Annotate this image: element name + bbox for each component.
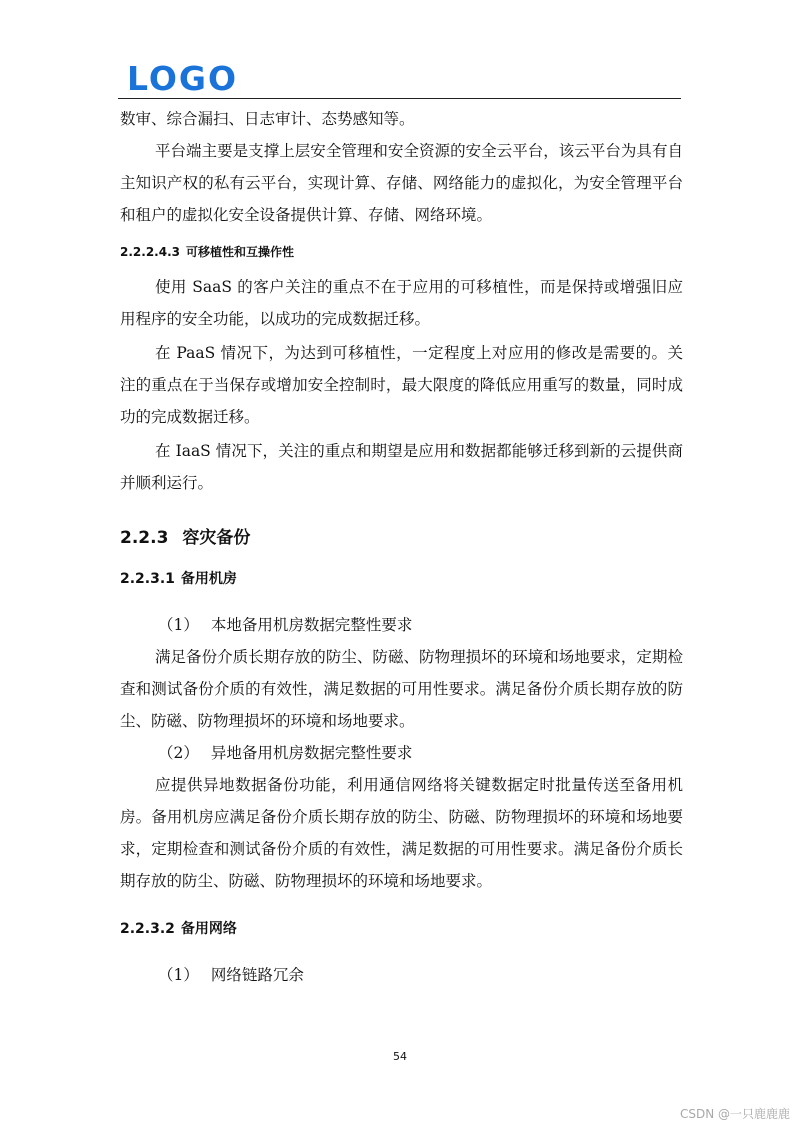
paragraph: 使用 SaaS 的客户关注的重点不在于应用的可移植性，而是保持或增强旧应用程序的安全功能，以成功的完成数据迁移。: [120, 278, 683, 328]
heading-2-2-3-1: [120, 565, 683, 593]
heading-number: 2.2.3: [120, 528, 169, 548]
heading-number: 2.2.3.1: [120, 571, 175, 587]
paragraph: 数审、综合漏扫、日志审计、态势感知等。: [120, 110, 415, 128]
header-divider: [118, 98, 681, 99]
paragraph: 平台端主要是支撑上层安全管理和安全资源的安全云平台，该云平台为具有自主知识产权的私有云平台，实现计算、存储、网络能力的虚拟化，为安全管理平台和租户的虚拟化安全设备提供计算、存储、网络环境。: [120, 142, 683, 224]
list-item-text: 异地备用机房数据完整性要求: [210, 744, 413, 762]
paragraph: 在 PaaS 情况下，为达到可移植性，一定程度上对应用的修改是需要的。关注的重点在于当保存或增加安全控制时，最大限度的降低应用重写的数量，同时成功的完成数据迁移。: [120, 344, 683, 426]
list-item: [120, 959, 683, 991]
list-item: [120, 609, 683, 641]
heading-title: 可移植性和互操作性: [185, 245, 294, 259]
heading-2-2-3: [120, 523, 683, 553]
heading-2-2-3-2: [120, 915, 683, 943]
heading-2-2-2-4-3: [120, 243, 683, 261]
paragraph: 满足备份介质长期存放的防尘、防磁、防物理损坏的环境和场地要求，定期检查和测试备份介质的有效性，满足数据的可用性要求。满足备份介质长期存放的防尘、防磁、防物理损坏的环境和场地要求。: [120, 648, 683, 730]
list-marker: （1）: [158, 616, 199, 634]
list-item-text: 本地备用机房数据完整性要求: [210, 616, 413, 634]
paragraph: 应提供异地数据备份功能，利用通信网络将关键数据定时批量传送至备用机房。备用机房应满足备份介质长期存放的防尘、防磁、防物理损坏的环境和场地要求，定期检查和测试备份介质的有效性，满足数据的可用性要求。满足备份介质长期存放的防尘、防磁、防物理损坏的环境和场地要求。: [120, 776, 683, 890]
page-number: 54: [393, 1050, 407, 1063]
list-marker: （1）: [158, 966, 199, 984]
heading-number: 2.2.3.2: [120, 921, 175, 937]
list-marker: （2）: [158, 744, 199, 762]
heading-title: 备用网络: [180, 921, 237, 937]
heading-number: 2.2.2.4.3: [120, 245, 180, 259]
list-item-text: 网络链路冗余: [210, 966, 304, 984]
list-item: [120, 737, 683, 769]
heading-title: 备用机房: [180, 571, 237, 587]
header-logo: LOGO: [127, 59, 239, 98]
heading-title: 容灾备份: [182, 528, 251, 548]
document-body: [120, 103, 683, 991]
watermark: CSDN @一只鹿鹿鹿: [679, 1107, 790, 1121]
paragraph: 在 IaaS 情况下，关注的重点和期望是应用和数据都能够迁移到新的云提供商并顺利运行。: [120, 442, 683, 492]
